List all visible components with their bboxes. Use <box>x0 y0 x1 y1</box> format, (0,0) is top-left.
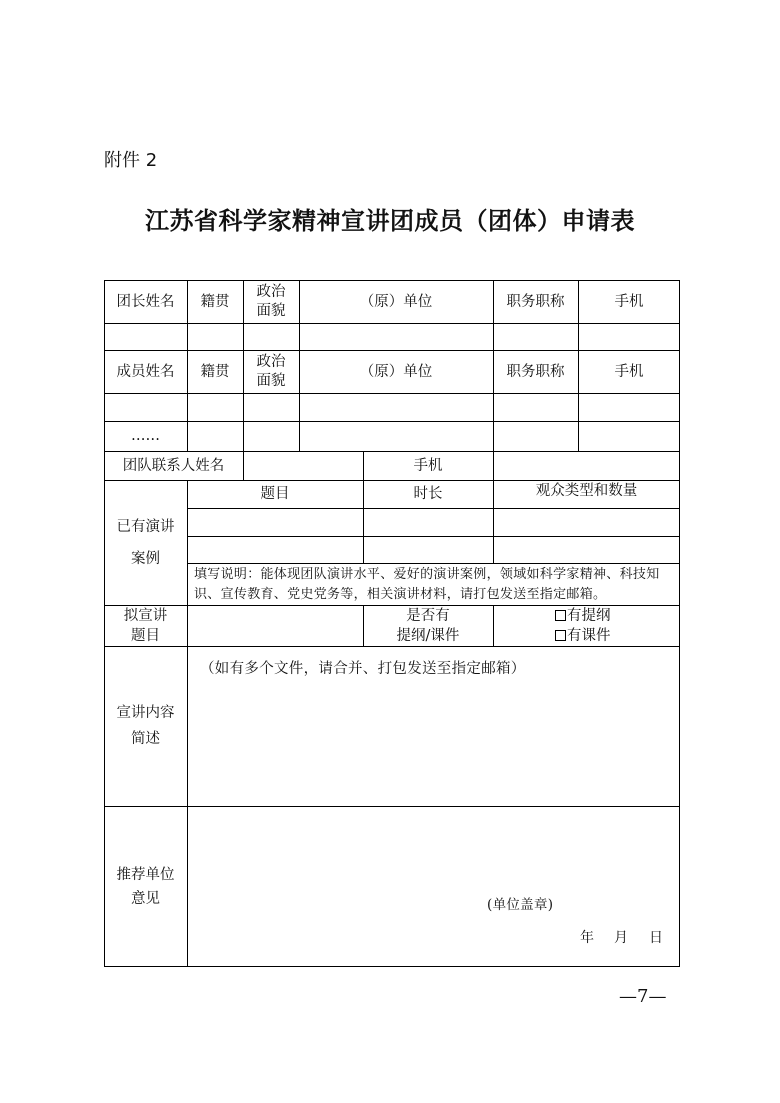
date-year: 年 <box>580 930 595 946</box>
row-line <box>104 421 680 422</box>
option-has-outline[interactable] <box>555 606 611 626</box>
recommending-unit-label <box>104 806 187 967</box>
checkbox-courseware[interactable] <box>555 630 566 641</box>
political-status-label <box>243 280 299 323</box>
row-line <box>187 563 680 564</box>
member-political-status-label <box>243 350 299 393</box>
summary-label-line2: 简述 <box>131 731 160 747</box>
row-line <box>104 646 680 647</box>
col-topic-header: 题目 <box>260 486 290 502</box>
col-line <box>187 480 188 967</box>
col-duration-header: 时长 <box>413 486 443 502</box>
member-native-place-label: 籍贯 <box>200 363 230 380</box>
mobile-label: 手机 <box>614 293 644 310</box>
recommending-unit-line1: 推荐单位 <box>116 866 175 883</box>
member-name-label: 成员姓名 <box>116 363 175 380</box>
political-status-line2: 面貌 <box>256 302 286 319</box>
member-position-title-label: 职务职称 <box>506 363 565 380</box>
native-place-label: 籍贯 <box>200 293 230 310</box>
cases-label-line2: 案例 <box>131 550 160 567</box>
date-month: 月 <box>614 930 629 946</box>
cases-label-line1: 已有演讲 <box>116 518 175 535</box>
summary-hint: （如有多个文件，请合并、打包发送至指定邮箱） <box>200 661 526 677</box>
cases-instructions-line2: 识、宣传教育、党史党务等，相关演讲材料，请打包发送至指定邮箱。 <box>194 587 607 602</box>
page-number: —7— <box>619 986 667 1007</box>
row-line <box>187 508 680 509</box>
application-form-table <box>104 280 680 967</box>
row-line <box>187 536 680 537</box>
row-line <box>104 806 680 807</box>
cases-label <box>104 480 187 605</box>
recommending-unit-line2: 意见 <box>131 890 160 907</box>
row-line <box>104 323 680 324</box>
form-title: 江苏省科学家精神宣讲团成员（团体）申请表 <box>145 206 635 235</box>
proposed-topic-line2: 题目 <box>131 627 160 644</box>
contact-name-label: 团队联系人姓名 <box>122 457 225 474</box>
political-status-line1: 政治 <box>256 283 286 300</box>
proposed-topic-line1: 拟宣讲 <box>123 607 168 624</box>
proposed-topic-label <box>104 605 187 646</box>
checkbox-outline[interactable] <box>555 610 566 621</box>
member-former-unit-label: （原）单位 <box>359 363 433 380</box>
has-outline-line2: 提纲/课件 <box>396 627 460 644</box>
attachment-label: 附件 2 <box>104 150 158 171</box>
option-has-courseware-label: 有课件 <box>567 627 611 644</box>
political-status-line2: 面貌 <box>256 372 286 389</box>
summary-label-line1: 宣讲内容 <box>116 705 175 721</box>
date-day: 日 <box>649 930 664 946</box>
position-title-label: 职务职称 <box>506 293 565 310</box>
political-status-line1: 政治 <box>256 353 286 370</box>
col-audience-header: 观众类型和数量 <box>535 483 638 499</box>
option-has-courseware[interactable] <box>555 626 611 646</box>
col-line <box>493 451 494 563</box>
unit-seal: (单位盖章) <box>487 897 554 913</box>
cases-instructions-line1: 填写说明：能体现团队演讲水平、爱好的演讲案例，领域如科学家精神、科技知 <box>194 567 660 582</box>
more-members-ellipsis: …… <box>131 428 160 444</box>
outline-options <box>493 605 680 646</box>
member-mobile-label: 手机 <box>614 363 644 380</box>
leader-name-label: 团长姓名 <box>116 293 175 310</box>
contact-mobile-label: 手机 <box>413 457 443 474</box>
has-outline-question <box>363 605 493 646</box>
row-line <box>104 393 680 394</box>
cases-instructions <box>194 565 678 605</box>
former-unit-label: （原）单位 <box>359 293 433 310</box>
option-has-outline-label: 有提纲 <box>567 607 611 624</box>
summary-label <box>104 646 187 806</box>
has-outline-line1: 是否有 <box>406 607 450 624</box>
